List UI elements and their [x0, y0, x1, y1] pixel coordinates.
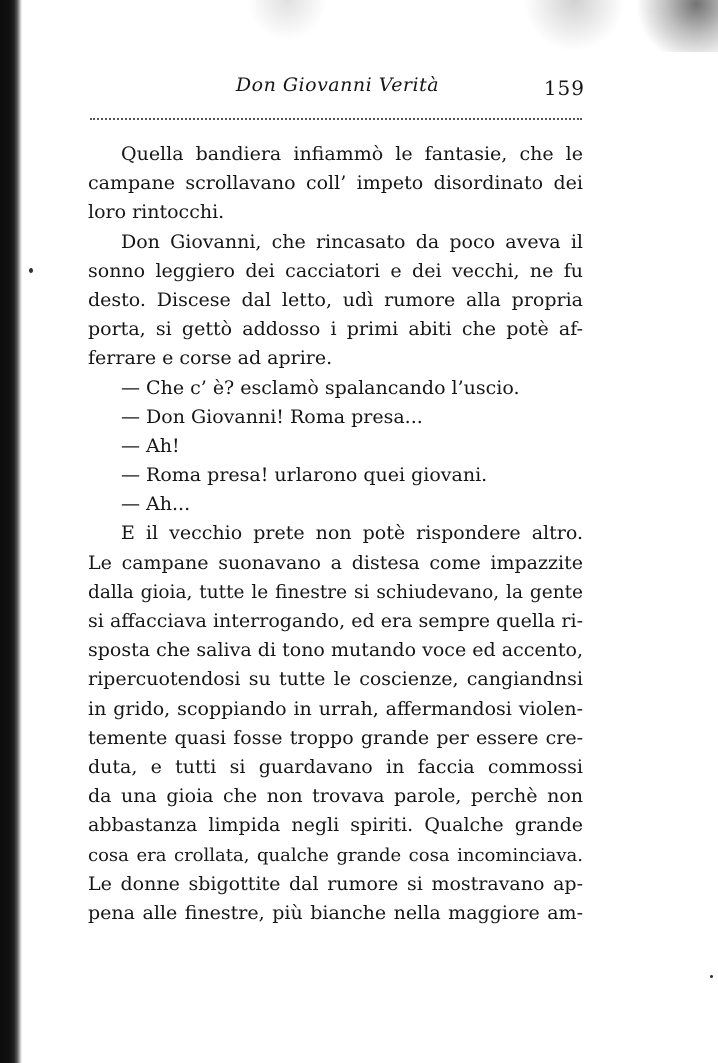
- text-line: temente quasi fosse troppo grande per essere cre-: [88, 726, 583, 749]
- text-line: — Don Giovanni! Roma presa...: [121, 405, 423, 428]
- text-line: dalla gioia, tutte le finestre si schiudevano, la gente: [88, 581, 583, 603]
- text-line: — Ah!: [121, 434, 180, 457]
- text-line: Don Giovanni, che rincasato da poco aveva il: [121, 230, 583, 253]
- text-line: — Ah...: [121, 493, 191, 516]
- text-line: da una gioia che non trovava parole, perchè non: [88, 785, 583, 808]
- text-line: E il vecchio prete non potè rispondere altro.: [121, 522, 583, 545]
- text-line: Le campane suonavano a distesa come impazzite: [88, 551, 583, 574]
- text-line: ferrare e corse ad aprire.: [88, 347, 333, 370]
- text-line: sonno leggiero dei cacciatori e dei vecchi, ne fu: [88, 259, 583, 282]
- text-line: loro rintocchi.: [88, 201, 225, 224]
- text-line: si affacciava interrogando, ed era sempre quella ri-: [88, 610, 583, 632]
- text-line: porta, si gettò addosso i primi abiti che potè af-: [88, 318, 583, 341]
- page-binding-shadow: [0, 0, 22, 1063]
- text-line: — Che c’ è? esclamò spalancando l’uscio.: [121, 376, 520, 399]
- scan-top-noise: [0, 0, 718, 52]
- text-line: desto. Discese dal letto, udì rumore alla propria: [88, 288, 583, 311]
- text-line: abbastanza limpida negli spiriti. Qualche grande: [88, 814, 583, 837]
- text-line: sposta che saliva di tono mutando voce ed accento,: [88, 639, 583, 662]
- text-line: Le donne sbigottite dal rumore si mostravano ap-: [88, 872, 583, 895]
- scan-speck: [29, 268, 33, 273]
- text-line: pena alle finestre, più bianche nella maggiore am-: [88, 901, 583, 924]
- scan-speck: [710, 975, 713, 978]
- body-text: [88, 140, 583, 928]
- text-line: ripercuotendosi su tutte le coscienze, cangiandnsi: [88, 668, 583, 691]
- text-line: in grido, scoppiando in urrah, affermandosi violen-: [88, 697, 583, 720]
- page-number: 159: [543, 76, 585, 100]
- text-line: campane scrollavano coll’ impeto disordinato dei: [88, 172, 583, 195]
- header-rule: [90, 118, 582, 120]
- running-head: [90, 70, 585, 106]
- running-title: Don Giovanni Verità: [235, 74, 440, 96]
- text-line: Quella bandiera infiammò le fantasie, che le: [121, 143, 583, 165]
- text-line: cosa era crollata, qualche grande cosa incominciava.: [88, 844, 583, 866]
- text-line: duta, e tutti si guardavano in faccia commossi: [88, 755, 583, 778]
- text-line: — Roma presa! urlarono quei giovani.: [121, 464, 488, 487]
